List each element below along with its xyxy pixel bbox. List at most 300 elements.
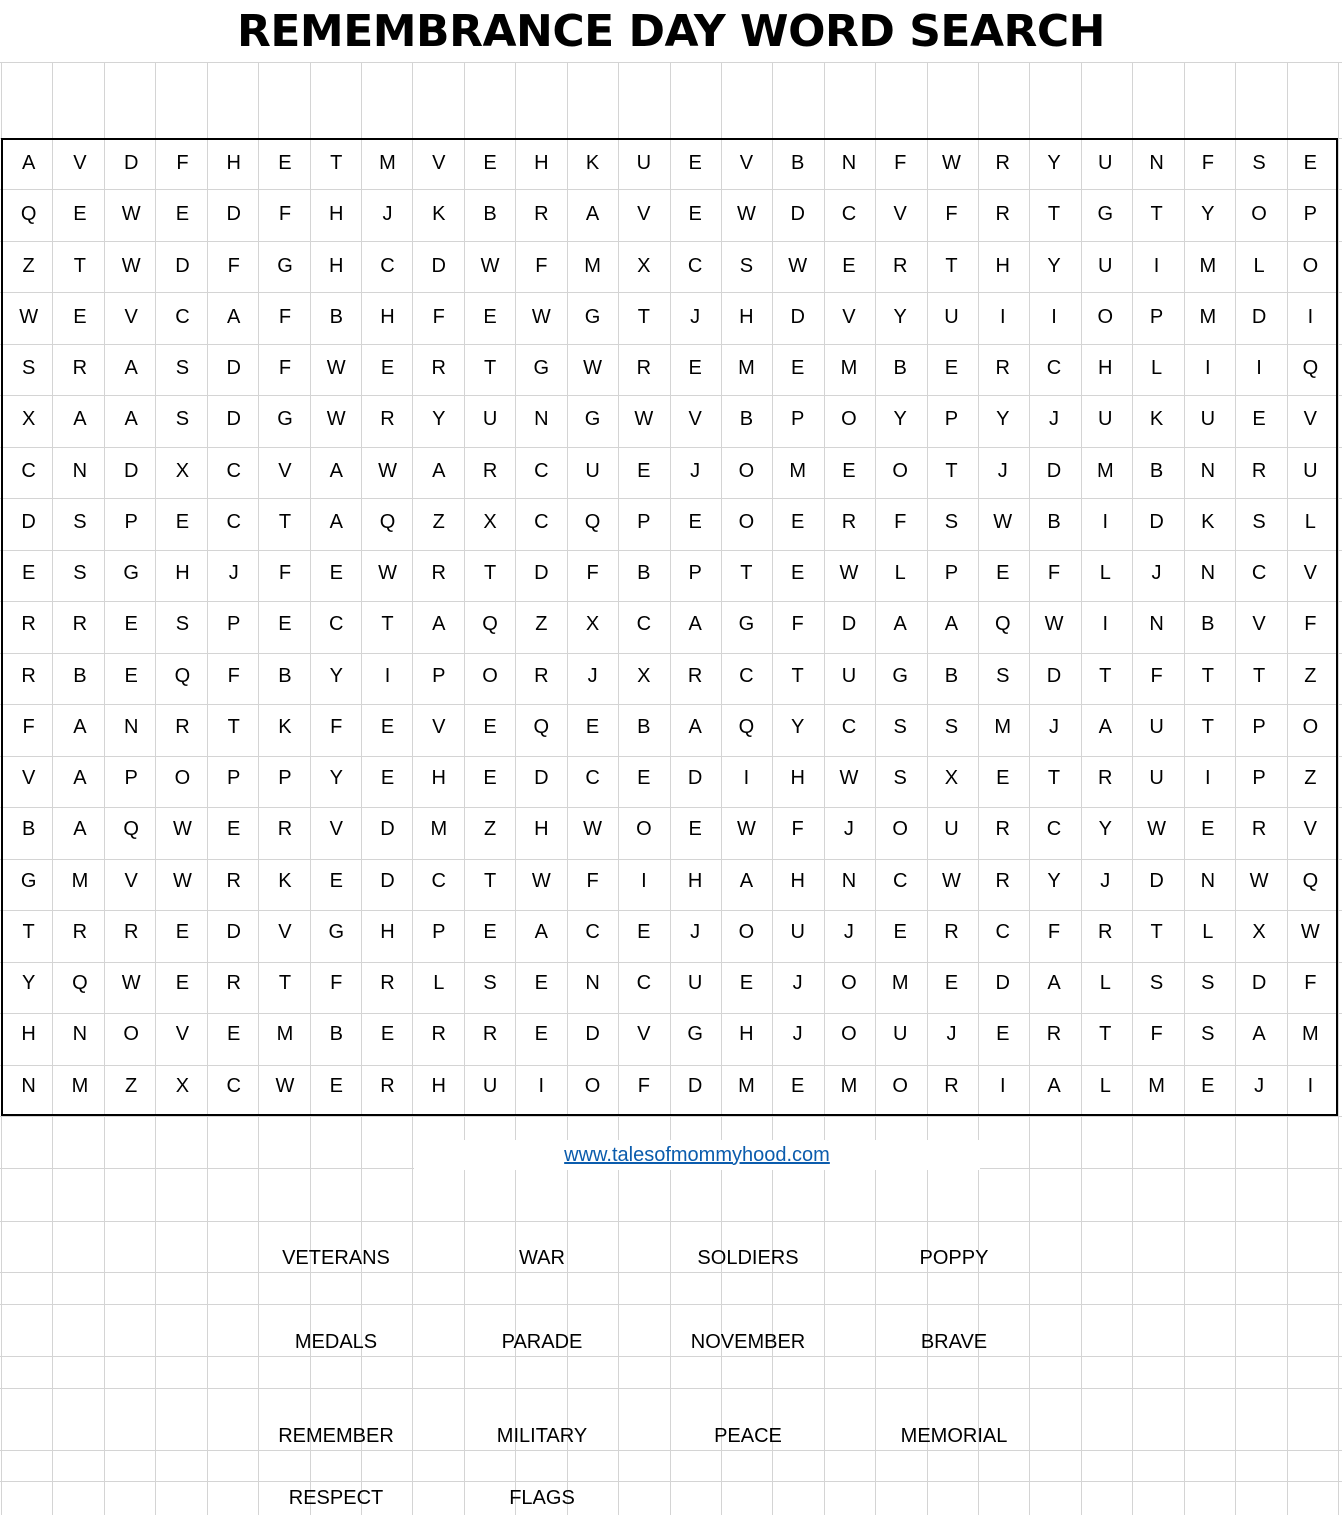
grid-letter: H — [175, 562, 190, 585]
grid-letter: T — [1150, 920, 1163, 943]
grid-letter: O — [738, 920, 755, 943]
grid-letter: V — [73, 152, 87, 174]
grid-letter: T — [1047, 767, 1061, 790]
grid-letter: E — [842, 254, 856, 277]
grid-letter: K — [432, 203, 446, 226]
grid-letter: P — [1252, 767, 1266, 790]
grid-letter: E — [380, 767, 395, 790]
grid-letter: E — [534, 1023, 548, 1046]
grid-letter: W — [121, 972, 141, 995]
grid-letter: W — [326, 357, 346, 380]
grid-letter: M — [994, 715, 1012, 738]
grid-letter: Y — [1047, 869, 1061, 892]
grid-letter: V — [329, 818, 343, 841]
grid-letter: I — [1153, 254, 1160, 277]
grid-letter: S — [1201, 1023, 1215, 1046]
grid-letter: E — [329, 1074, 343, 1097]
grid-letter: C — [380, 254, 395, 277]
grid-letter: B — [1149, 459, 1164, 482]
grid-letter: R — [380, 408, 395, 431]
grid-letter: N — [1200, 459, 1216, 482]
grid-letter: W — [583, 357, 603, 380]
grid-letter: D — [123, 152, 139, 174]
grid-letter: W — [480, 254, 500, 277]
grid-letter: S — [73, 562, 87, 585]
grid-letter: B — [944, 664, 959, 687]
grid-letter: R — [944, 920, 959, 943]
grid-letter: D — [790, 203, 805, 226]
grid-letter: I — [1256, 357, 1262, 380]
grid-letter: Y — [1047, 152, 1061, 174]
grid-letter: F — [791, 818, 804, 841]
word-list-item: MEDALS — [294, 1330, 378, 1353]
grid-letter: Y — [893, 305, 907, 328]
grid-letter: E — [483, 920, 497, 943]
grid-letter: T — [637, 305, 650, 328]
grid-letter: Y — [1098, 818, 1112, 841]
grid-letter: V — [688, 408, 702, 431]
grid-letter: C — [534, 459, 549, 482]
grid-letter: F — [791, 613, 804, 636]
grid-letter: D — [1251, 305, 1267, 328]
grid-letter: K — [1201, 510, 1215, 533]
grid-letter: B — [329, 305, 343, 328]
grid-letter: C — [1046, 818, 1062, 841]
grid-letter: N — [72, 459, 88, 482]
grid-letter: U — [892, 1023, 908, 1046]
grid-letter: B — [637, 715, 651, 738]
grid-letter: E — [893, 920, 907, 943]
grid-letter: D — [790, 305, 805, 328]
grid-letter: Y — [329, 664, 343, 687]
grid-letter: F — [586, 869, 599, 892]
grid-letter: F — [894, 510, 907, 533]
grid-letter: E — [996, 767, 1010, 790]
grid-letter: E — [688, 203, 702, 226]
grid-letter: D — [226, 920, 241, 943]
grid-letter: A — [585, 203, 600, 226]
grid-letter: M — [840, 357, 858, 380]
grid-letter: D — [1251, 972, 1267, 995]
grid-letter: N — [123, 715, 139, 738]
grid-letter: R — [21, 613, 36, 636]
grid-letter: X — [21, 408, 36, 431]
grid-letter: W — [839, 562, 859, 585]
grid-letter: S — [1252, 152, 1266, 174]
grid-letter: C — [841, 715, 857, 738]
grid-letter: R — [892, 254, 908, 277]
grid-letter: Z — [1304, 767, 1317, 790]
grid-letter: X — [944, 767, 959, 790]
grid-letter: J — [1151, 562, 1162, 585]
grid-letter: U — [482, 1074, 498, 1097]
grid-letter: J — [587, 664, 598, 687]
grid-letter: V — [1252, 613, 1266, 636]
grid-letter: G — [328, 920, 345, 943]
grid-letter: A — [534, 920, 548, 943]
grid-letter: Z — [1304, 664, 1317, 687]
grid-letter: N — [1200, 869, 1216, 892]
grid-letter: D — [1046, 459, 1062, 482]
grid-letter: D — [431, 254, 446, 277]
grid-letter: Z — [535, 613, 548, 636]
grid-letter: P — [944, 562, 959, 585]
grid-letter: W — [531, 305, 551, 328]
grid-letter: G — [277, 254, 293, 277]
grid-letter: E — [73, 305, 87, 328]
grid-letter: E — [688, 510, 702, 533]
grid-letter: A — [124, 408, 138, 431]
grid-letter: I — [999, 1074, 1006, 1097]
grid-letter: T — [330, 152, 343, 174]
grid-letter: M — [1148, 1074, 1165, 1097]
grid-letter: M — [840, 1074, 858, 1097]
grid-letter: P — [688, 562, 702, 585]
grid-letter: B — [483, 203, 497, 226]
grid-letter: K — [278, 715, 292, 738]
grid-letter: A — [329, 459, 343, 482]
grid-letter: V — [432, 152, 446, 174]
grid-letter: P — [1252, 715, 1266, 738]
grid-letter: M — [738, 1074, 755, 1097]
grid-letter: D — [841, 613, 857, 636]
grid-letter: B — [73, 664, 87, 687]
grid-letter: A — [1252, 1023, 1266, 1046]
grid-letter: M — [71, 1074, 89, 1097]
grid-letter: C — [1251, 562, 1267, 585]
grid-letter: A — [1047, 1074, 1061, 1097]
grid-letter: G — [892, 664, 908, 687]
grid-letter: J — [690, 459, 701, 482]
grid-letter: J — [946, 1023, 957, 1046]
grid-letter: U — [1098, 254, 1113, 277]
grid-letter: V — [637, 203, 651, 226]
grid-letter: L — [1202, 920, 1214, 943]
grid-letter: S — [175, 357, 190, 380]
grid-letter: O — [738, 459, 755, 482]
grid-letter: P — [637, 510, 651, 533]
grid-letter: L — [1099, 1074, 1111, 1097]
grid-letter: T — [483, 357, 497, 380]
grid-letter: E — [1201, 818, 1215, 841]
grid-letter: R — [482, 459, 498, 482]
grid-letter: R — [1251, 818, 1267, 841]
grid-letter: P — [432, 920, 446, 943]
grid-letter: U — [790, 920, 805, 943]
grid-letter: M — [891, 972, 909, 995]
grid-letter: V — [278, 459, 292, 482]
grid-letter: N — [841, 869, 857, 892]
grid-letter: Q — [20, 203, 37, 226]
grid-letter: D — [123, 459, 139, 482]
word-list-item: PEACE — [714, 1424, 782, 1447]
grid-letter: X — [175, 1074, 190, 1097]
grid-letter: M — [584, 254, 601, 277]
word-list-item: REMEMBER — [278, 1424, 394, 1447]
grid-letter: P — [278, 767, 292, 790]
grid-letter: E — [124, 664, 138, 687]
grid-letter: B — [739, 408, 754, 431]
grid-letter: R — [995, 818, 1010, 841]
grid-letter: Q — [1302, 357, 1319, 380]
grid-letter: H — [380, 920, 395, 943]
word-list-item: MEMORIAL — [900, 1424, 1008, 1447]
grid-letter: F — [586, 562, 599, 585]
grid-letter: M — [71, 869, 89, 892]
grid-letter: E — [483, 152, 497, 174]
grid-letter: I — [1205, 357, 1211, 380]
grid-letter: V — [278, 920, 292, 943]
grid-letter: N — [841, 152, 857, 174]
grid-letter: W — [736, 818, 756, 841]
grid-letter: F — [227, 664, 240, 687]
grid-letter: A — [1098, 715, 1112, 738]
grid-letter: I — [743, 767, 750, 790]
grid-letter: R — [944, 1074, 959, 1097]
grid-letter: P — [124, 510, 138, 533]
grid-letter: H — [534, 152, 549, 174]
grid-letter: P — [227, 767, 241, 790]
grid-letter: M — [1199, 305, 1217, 328]
grid-letter: D — [687, 1074, 703, 1097]
grid-letter: X — [585, 613, 600, 636]
grid-letter: X — [1252, 920, 1266, 943]
grid-letter: B — [329, 1023, 343, 1046]
grid-letter: K — [1149, 408, 1164, 431]
grid-letter: T — [73, 254, 86, 277]
grid-letter: D — [1046, 664, 1062, 687]
grid-letter: F — [1150, 664, 1163, 687]
grid-letter: I — [641, 869, 647, 892]
grid-letter: R — [380, 1074, 395, 1097]
word-list-item: NOVEMBER — [690, 1330, 806, 1353]
grid-letter: J — [228, 562, 239, 585]
grid-letter: J — [1254, 1074, 1265, 1097]
grid-letter: X — [637, 664, 651, 687]
grid-letter: R — [841, 510, 857, 533]
grid-letter: J — [792, 1023, 803, 1046]
grid-letter: M — [1199, 254, 1217, 277]
grid-letter: U — [1303, 459, 1318, 482]
grid-letter: Q — [123, 818, 139, 841]
grid-letter: Z — [432, 510, 445, 533]
grid-letter: U — [944, 818, 959, 841]
grid-letter: P — [227, 613, 241, 636]
grid-letter: H — [790, 869, 805, 892]
grid-letter: F — [278, 562, 292, 585]
grid-letter: Z — [125, 1074, 138, 1097]
grid-letter: G — [277, 408, 293, 431]
grid-letter: R — [482, 1023, 498, 1046]
grid-letter: O — [841, 1023, 857, 1046]
grid-letter: A — [329, 510, 343, 533]
word-list-item: SOLDIERS — [697, 1246, 799, 1269]
grid-letter: E — [534, 972, 548, 995]
grid-letter: W — [19, 305, 39, 328]
grid-letter: L — [1150, 357, 1163, 380]
grid-letter: L — [1253, 254, 1265, 277]
grid-letter: W — [172, 869, 192, 892]
grid-letter: V — [739, 152, 754, 174]
grid-letter: H — [431, 1074, 446, 1097]
grid-letter: K — [585, 152, 600, 174]
grid-letter: U — [1149, 715, 1164, 738]
grid-letter: F — [278, 203, 292, 226]
grid-letter: E — [380, 357, 395, 380]
grid-letter: E — [944, 972, 959, 995]
grid-letter: H — [687, 869, 703, 892]
grid-letter: V — [1303, 562, 1318, 585]
grid-letter: Y — [432, 408, 446, 431]
grid-letter: G — [687, 1023, 703, 1046]
grid-letter: Q — [72, 972, 88, 995]
grid-letter: T — [381, 613, 394, 636]
grid-letter: M — [1096, 459, 1114, 482]
grid-letter: P — [790, 408, 805, 431]
grid-letter: I — [1307, 1074, 1314, 1097]
grid-letter: A — [432, 613, 446, 636]
grid-letter: W — [993, 510, 1013, 533]
grid-letter: E — [175, 972, 190, 995]
grid-letter: T — [483, 562, 497, 585]
grid-letter: J — [690, 920, 701, 943]
grid-letter: R — [380, 972, 395, 995]
grid-letter: O — [1302, 254, 1319, 277]
grid-letter: H — [329, 203, 344, 226]
grid-letter: G — [123, 562, 139, 585]
grid-letter: X — [483, 510, 497, 533]
grid-letter: C — [226, 510, 241, 533]
grid-letter: E — [278, 152, 292, 174]
grid-letter: E — [380, 1023, 395, 1046]
grid-letter: C — [226, 1074, 241, 1097]
grid-letter: T — [227, 715, 240, 738]
grid-letter: W — [378, 459, 397, 482]
grid-letter: U — [944, 305, 959, 328]
grid-letter: D — [226, 357, 241, 380]
grid-letter: G — [533, 357, 550, 380]
grid-letter: M — [1302, 1023, 1319, 1046]
grid-letter: Q — [738, 715, 755, 738]
grid-letter: O — [123, 1023, 139, 1046]
grid-letter: O — [482, 664, 498, 687]
grid-letter: O — [174, 767, 191, 790]
grid-letter: O — [892, 1074, 908, 1097]
grid-letter: R — [1098, 767, 1113, 790]
grid-letter: Z — [22, 254, 35, 277]
grid-letter: O — [1302, 715, 1319, 738]
grid-letter: R — [995, 357, 1010, 380]
grid-letter: E — [688, 818, 702, 841]
grid-letter: S — [483, 972, 497, 995]
grid-letter: W — [583, 818, 603, 841]
grid-letter: M — [276, 1023, 294, 1046]
grid-letter: E — [483, 305, 497, 328]
grid-letter: T — [1150, 203, 1163, 226]
grid-letter: L — [433, 972, 445, 995]
grid-letter: C — [841, 203, 857, 226]
grid-letter: Y — [996, 408, 1010, 431]
grid-letter: O — [738, 510, 755, 533]
grid-letter: A — [73, 818, 87, 841]
grid-letter: E — [175, 203, 190, 226]
grid-letter: X — [637, 254, 651, 277]
grid-letter: D — [380, 869, 395, 892]
grid-letter: F — [535, 254, 548, 277]
grid-letter: W — [839, 767, 859, 790]
grid-letter: C — [585, 767, 600, 790]
grid-letter: W — [121, 254, 141, 277]
grid-letter: R — [687, 664, 703, 687]
grid-letter: Q — [1302, 869, 1319, 892]
grid-letter: R — [72, 357, 88, 380]
grid-letter: W — [378, 562, 397, 585]
grid-letter: E — [21, 562, 36, 585]
grid-letter: F — [1150, 1023, 1163, 1046]
word-list-item: FLAGS — [509, 1486, 575, 1509]
grid-letter: J — [690, 305, 701, 328]
grid-letter: G — [1097, 203, 1114, 226]
grid-letter: A — [893, 613, 907, 636]
grid-letter: E — [688, 152, 702, 174]
grid-letter: M — [789, 459, 806, 482]
grid-letter: T — [1201, 715, 1214, 738]
grid-letter: L — [1099, 562, 1111, 585]
grid-letter: P — [944, 408, 959, 431]
grid-letter: A — [21, 152, 36, 174]
grid-letter: W — [121, 203, 141, 226]
grid-letter: R — [995, 869, 1010, 892]
grid-letter: S — [1149, 972, 1164, 995]
grid-letter: U — [636, 152, 652, 174]
grid-letter: J — [1049, 408, 1059, 431]
website-link[interactable]: www.talesofmommyhood.com — [414, 1140, 980, 1170]
grid-letter: S — [175, 408, 190, 431]
grid-letter: C — [739, 664, 754, 687]
grid-letter: E — [227, 818, 241, 841]
grid-letter: R — [1251, 459, 1267, 482]
word-list-item: VETERANS — [282, 1246, 390, 1269]
grid-letter: U — [841, 664, 857, 687]
grid-letter: S — [21, 357, 36, 380]
grid-letter: H — [995, 254, 1010, 277]
grid-letter: C — [995, 920, 1010, 943]
grid-letter: E — [637, 767, 651, 790]
grid-letter: V — [175, 1023, 190, 1046]
grid-letter: W — [788, 254, 808, 277]
grid-letter: D — [1149, 510, 1164, 533]
grid-letter: E — [73, 203, 87, 226]
grid-letter: D — [1149, 869, 1164, 892]
grid-letter: I — [1102, 510, 1109, 533]
grid-letter: U — [1149, 767, 1164, 790]
grid-letter: N — [585, 972, 600, 995]
grid-letter: J — [382, 203, 393, 226]
grid-letter: O — [841, 408, 857, 431]
grid-letter: I — [1051, 305, 1057, 328]
grid-letter: W — [634, 408, 654, 431]
grid-letter: W — [1044, 613, 1064, 636]
grid-letter: R — [636, 357, 652, 380]
grid-letter: C — [175, 305, 190, 328]
grid-letter: C — [226, 459, 241, 482]
grid-letter: F — [278, 305, 292, 328]
word-list-item: POPPY — [919, 1246, 989, 1269]
grid-letter: T — [22, 920, 35, 943]
grid-letter: F — [1201, 152, 1214, 174]
grid-letter: D — [687, 767, 703, 790]
grid-letter: E — [1252, 408, 1266, 431]
